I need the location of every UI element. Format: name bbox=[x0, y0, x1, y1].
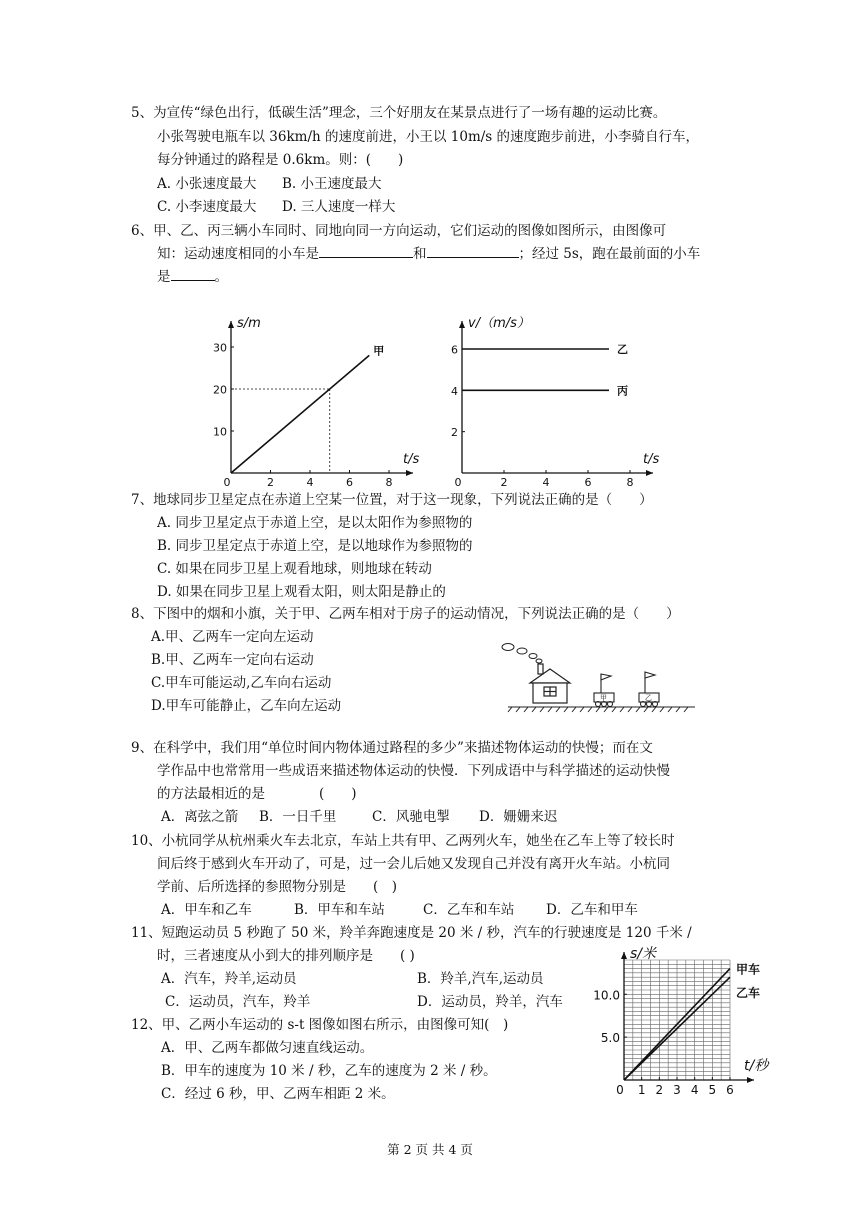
x-tick-label: 0 bbox=[454, 476, 462, 489]
q10-option-b: B．甲车和车站 bbox=[294, 902, 385, 918]
q8-option-b: B.甲、乙两车一定向右运动 bbox=[151, 652, 314, 668]
q5-option-d: D. 三人速度一样大 bbox=[282, 199, 396, 215]
x-tick-label: 2 bbox=[655, 1083, 664, 1097]
x-axis-label: t/s bbox=[643, 452, 660, 467]
car-jia-label: 甲 bbox=[600, 694, 607, 702]
q6-line-1: 6、甲、乙、丙三辆小车同时、同地向同一方向运动，它们运动的图像如图所示，由图像可 bbox=[131, 223, 667, 239]
q12-st-grid-chart bbox=[593, 946, 786, 1110]
x-axis-arrow bbox=[646, 470, 653, 476]
q6-line-3-b: 。 bbox=[214, 269, 228, 285]
q9-line-2: 学作品中也常常用一些成语来描述物体运动的快慢．下列成语中与科学描述的运动快慢 bbox=[157, 763, 670, 779]
q8-house-cars-illustration bbox=[500, 640, 700, 720]
q9-option-d: D．姗姗来迟 bbox=[479, 809, 558, 825]
q7-option-c: C. 如果在同步卫星上观看地球，则地球在转动 bbox=[157, 561, 432, 577]
q12-stem: 12、甲、乙两小车运动的 s-t 图像如图右所示，由图像可知( ) bbox=[131, 1017, 509, 1033]
y-axis-arrow bbox=[621, 952, 627, 959]
y-tick-label: 5.0 bbox=[600, 1031, 620, 1046]
x-tick-label: 0 bbox=[223, 476, 231, 489]
x-tick-label: 5 bbox=[708, 1083, 717, 1097]
x-axis-arrow bbox=[406, 470, 413, 476]
q7-stem: 7、地球同步卫星定点在赤道上空某一位置，对于这一现象，下列说法正确的是（ ） bbox=[131, 492, 653, 508]
y-tick-label: 6 bbox=[451, 343, 458, 357]
q9-option-c: C．风驰电掣 bbox=[372, 809, 450, 825]
q10-line-2: 间后终于感到火车开动了，可是，过一会儿后她又发现自己并没有离开火车站。小杭同 bbox=[157, 856, 670, 872]
q9-line-1: 9、在科学中，我们用“单位时间内物体通过路程的多少”来描述物体运动的快慢；而在文 bbox=[131, 740, 653, 756]
q6-blank-3 bbox=[171, 266, 215, 281]
q11-line-1: 11、短跑运动员 5 秒跑了 50 米，羚羊奔跑速度是 20 米 / 秒，汽车的行驶速度是 120 千米 / bbox=[131, 925, 692, 941]
q12-option-a: A．甲、乙两车都做匀速直线运动。 bbox=[161, 1040, 374, 1056]
q8-option-a: A.甲、乙两车一定向左运动 bbox=[151, 629, 314, 645]
x-tick-label: 4 bbox=[690, 1083, 699, 1097]
q6-line-2-a: 知：运动速度相同的小车是 bbox=[157, 246, 319, 262]
q5-line-3: 每分钟通过的路程是 0.6km。则：( ) bbox=[157, 152, 404, 168]
y-axis-arrow bbox=[228, 321, 234, 328]
q5-line-2: 小张驾驶电瓶车以 36km/h 的速度前进，小王以 10m/s 的速度跑步前进，小李骑自行车， bbox=[157, 129, 700, 145]
q8-option-c: C.甲车可能运动,乙车向右运动 bbox=[151, 675, 332, 691]
car-yi-icon bbox=[639, 672, 659, 707]
x-tick-label: 0 bbox=[616, 1083, 624, 1097]
q10-option-d: D．乙车和甲车 bbox=[546, 902, 638, 918]
q8-stem: 8、下图中的烟和小旗，关于甲、乙两车相对于房子的运动情况，下列说法正确的是（ ） bbox=[131, 606, 680, 622]
q10-line-3: 学前、后所选择的参照物分别是 ( ) bbox=[157, 879, 398, 895]
x-tick-label: 6 bbox=[346, 476, 353, 489]
x-tick-label: 4 bbox=[542, 476, 550, 489]
y-axis-label: v/（m/s） bbox=[468, 316, 530, 331]
q5-option-b: B. 小王速度最大 bbox=[282, 176, 382, 192]
x-tick-label: 4 bbox=[306, 476, 314, 489]
y-axis-label: s/m bbox=[237, 316, 261, 331]
q8-option-d: D.甲车可能静止，乙车向左运动 bbox=[151, 698, 342, 714]
q5-line-1: 5、为宣传“绿色出行，低碳生活”理念，三个好朋友在某景点进行了一场有趣的运动比赛。 bbox=[131, 105, 667, 121]
q7-option-a: A. 同步卫星定点于赤道上空，是以太阳作为参照物的 bbox=[157, 515, 473, 531]
y-tick-label: 10.0 bbox=[593, 988, 620, 1003]
car-yi-label: 乙 bbox=[645, 694, 652, 702]
smoke-puffs bbox=[502, 644, 542, 664]
q5-option-a: A. 小张速度最大 bbox=[157, 176, 257, 192]
q6-line-2 bbox=[157, 243, 700, 265]
x-axis-arrow bbox=[747, 1077, 754, 1083]
q12-option-c: C．经过 6 秒，甲、乙两车相距 2 米。 bbox=[161, 1086, 395, 1102]
series-label: 甲车 bbox=[736, 962, 761, 977]
x-tick-label: 1 bbox=[637, 1083, 646, 1097]
car-jia-icon bbox=[594, 674, 614, 707]
series-label: 甲 bbox=[373, 344, 385, 358]
q11-option-d: D．运动员，羚羊，汽车 bbox=[417, 994, 563, 1010]
q12-option-b: B．甲车的速度为 10 米 / 秒，乙车的速度为 2 米 / 秒。 bbox=[161, 1063, 497, 1079]
q10-line-1: 10、小杭同学从杭州乘火车去北京，车站上共有甲、乙两列火车，她坐在乙车上等了较长时 bbox=[131, 833, 675, 849]
y-tick-label: 20 bbox=[213, 383, 227, 397]
x-tick-label: 2 bbox=[500, 476, 508, 489]
q6-line-3 bbox=[157, 266, 228, 288]
q9-line-3: 的方法最相近的是 ( ) bbox=[157, 786, 357, 802]
q10-option-a: A．甲车和乙车 bbox=[161, 902, 252, 918]
series-label: 乙 bbox=[617, 343, 628, 356]
y-axis-label: s/米 bbox=[630, 946, 657, 962]
q6-blank-1 bbox=[319, 243, 413, 258]
q6-st-chart bbox=[200, 315, 420, 495]
series-label: 丙 bbox=[617, 384, 628, 398]
x-tick-label: 6 bbox=[584, 476, 592, 489]
y-tick-label: 30 bbox=[213, 341, 227, 355]
house-icon bbox=[530, 664, 570, 703]
q5-option-c: C. 小李速度最大 bbox=[157, 199, 257, 215]
x-axis-label: t/s bbox=[403, 452, 420, 467]
q11-option-a: A．汽车，羚羊,运动员 bbox=[161, 971, 297, 987]
x-tick-label: 3 bbox=[673, 1083, 681, 1097]
q11-line-2: 时，三者速度从小到大的排列顺序是 ( ) bbox=[157, 948, 415, 964]
x-axis-label: t/秒 bbox=[744, 1058, 769, 1074]
x-tick-label: 8 bbox=[626, 476, 634, 489]
q7-option-d: D. 如果在同步卫星上观看太阳，则太阳是静止的 bbox=[157, 584, 446, 600]
q11-option-b: B．羚羊,汽车,运动员 bbox=[417, 971, 544, 987]
q6-line-2-c: ；经过 5s，跑在最前面的小车 bbox=[518, 246, 701, 262]
y-axis-arrow bbox=[459, 321, 465, 328]
q9-option-b: B．一日千里 bbox=[259, 809, 337, 825]
x-tick-label: 6 bbox=[726, 1083, 734, 1097]
y-tick-label: 4 bbox=[451, 384, 458, 398]
series-line bbox=[231, 355, 369, 473]
q7-option-b: B. 同步卫星定点于赤道上空，是以地球作为参照物的 bbox=[157, 538, 473, 554]
q6-vt-chart bbox=[425, 315, 665, 495]
series-label: 乙车 bbox=[736, 986, 761, 1001]
q10-option-c: C．乙车和车站 bbox=[423, 902, 515, 918]
q9-option-a: A．离弦之箭 bbox=[161, 809, 239, 825]
y-tick-label: 2 bbox=[451, 426, 458, 440]
x-tick-label: 8 bbox=[385, 476, 393, 489]
q6-line-2-b: 和 bbox=[413, 246, 427, 262]
q6-blank-2 bbox=[427, 243, 519, 258]
q6-line-3-a: 是 bbox=[157, 269, 171, 285]
page-footer: 第 2 页 共 4 页 bbox=[387, 1142, 473, 1157]
ground-line bbox=[508, 707, 695, 712]
q11-option-c: C．运动员，汽车，羚羊 bbox=[165, 994, 311, 1010]
y-tick-label: 10 bbox=[213, 425, 227, 439]
x-tick-label: 2 bbox=[267, 476, 274, 489]
